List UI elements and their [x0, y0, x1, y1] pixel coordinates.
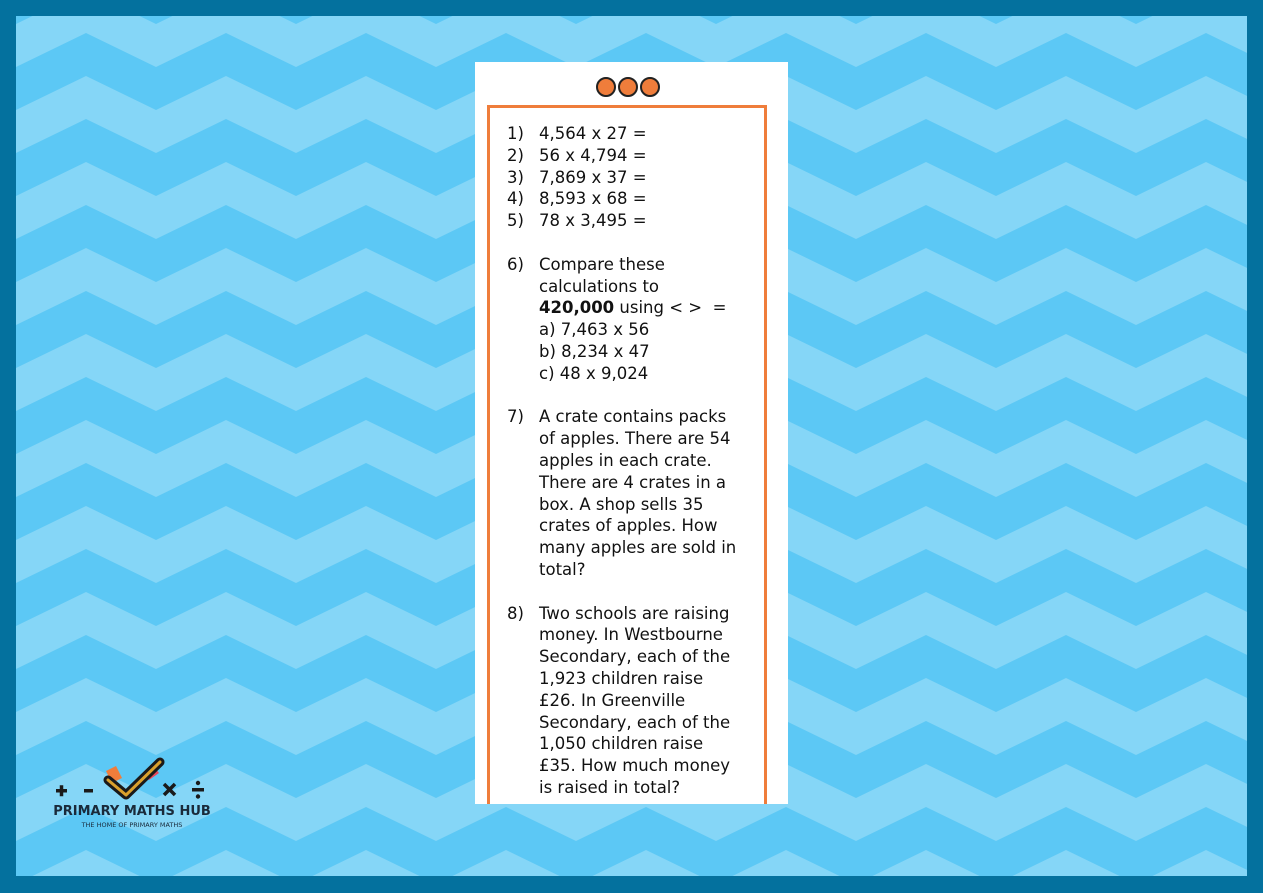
- target-value: 420,000: [539, 298, 615, 318]
- primary-maths-hub-logo: [44, 753, 220, 833]
- question-line: Two schools are raising: [539, 603, 730, 623]
- question-line: 1,923 children raise: [539, 668, 704, 688]
- logo-graphic: [44, 753, 220, 805]
- plus-icon: [56, 785, 67, 796]
- question-4: [507, 188, 787, 210]
- question-number: 1): [507, 124, 524, 143]
- question-line: Secondary, each of the: [539, 647, 731, 667]
- question-6: [507, 254, 787, 385]
- question-line: £26. In Greenville: [539, 690, 686, 710]
- question-1: [507, 123, 787, 145]
- question-line: A crate contains packs: [539, 407, 727, 427]
- question-8: [507, 603, 787, 799]
- sub-question-a: a) 7,463 x 56: [539, 320, 650, 340]
- question-line: is raised in total?: [539, 777, 681, 797]
- question-2: [507, 145, 787, 167]
- question-line: 1,050 children raise: [539, 734, 704, 754]
- question-line: crates of apples. How: [539, 516, 718, 536]
- comparison-symbols: using < > =: [614, 298, 727, 318]
- question-text: [539, 406, 787, 580]
- question-text: 78 x 3,495 =: [539, 211, 647, 231]
- page-background: [16, 16, 1247, 876]
- sub-question-c: c) 48 x 9,024: [539, 363, 649, 383]
- question-text: 8,593 x 68 =: [539, 189, 647, 209]
- question-text: 4,564 x 27 =: [539, 124, 647, 143]
- difficulty-dot-icon: [596, 77, 616, 97]
- question-line: [539, 297, 787, 319]
- sub-question-b: b) 8,234 x 47: [539, 341, 650, 361]
- question-number: 2): [507, 145, 524, 165]
- question-line: apples in each crate.: [539, 450, 712, 470]
- question-line: box. A shop sells 35: [539, 494, 704, 514]
- question-line: Compare these: [539, 254, 665, 274]
- worksheet: [475, 62, 788, 804]
- minus-icon: [84, 789, 93, 793]
- question-number: 4): [507, 189, 524, 209]
- question-text: [539, 254, 787, 385]
- divide-icon: [192, 781, 204, 799]
- question-text: [539, 603, 787, 799]
- difficulty-dot-icon: [618, 77, 638, 97]
- question-number: 6): [507, 254, 524, 274]
- question-5: [507, 210, 787, 232]
- question-line: total?: [539, 559, 586, 579]
- question-7: [507, 406, 787, 580]
- question-line: There are 4 crates in a: [539, 472, 727, 492]
- question-3: [507, 167, 787, 189]
- multiply-icon: [164, 784, 175, 795]
- difficulty-dots: [596, 77, 662, 97]
- question-line: Secondary, each of the: [539, 712, 731, 732]
- question-text: 7,869 x 37 =: [539, 167, 647, 187]
- question-line: money. In Westbourne: [539, 625, 723, 645]
- logo-title: PRIMARY MATHS HUB: [53, 804, 211, 819]
- question-number: 5): [507, 211, 524, 231]
- question-line: £35. How much money: [539, 756, 731, 776]
- question-number: 8): [507, 603, 524, 623]
- question-line: of apples. There are 54: [539, 429, 731, 449]
- question-text: 56 x 4,794 =: [539, 145, 647, 165]
- question-line: calculations to: [539, 276, 660, 296]
- question-number: 3): [507, 167, 524, 187]
- logo-subtitle: THE HOME OF PRIMARY MATHS: [81, 821, 183, 829]
- question-list: [507, 123, 787, 799]
- question-line: many apples are sold in: [539, 538, 737, 558]
- difficulty-dot-icon: [640, 77, 660, 97]
- question-number: 7): [507, 407, 524, 427]
